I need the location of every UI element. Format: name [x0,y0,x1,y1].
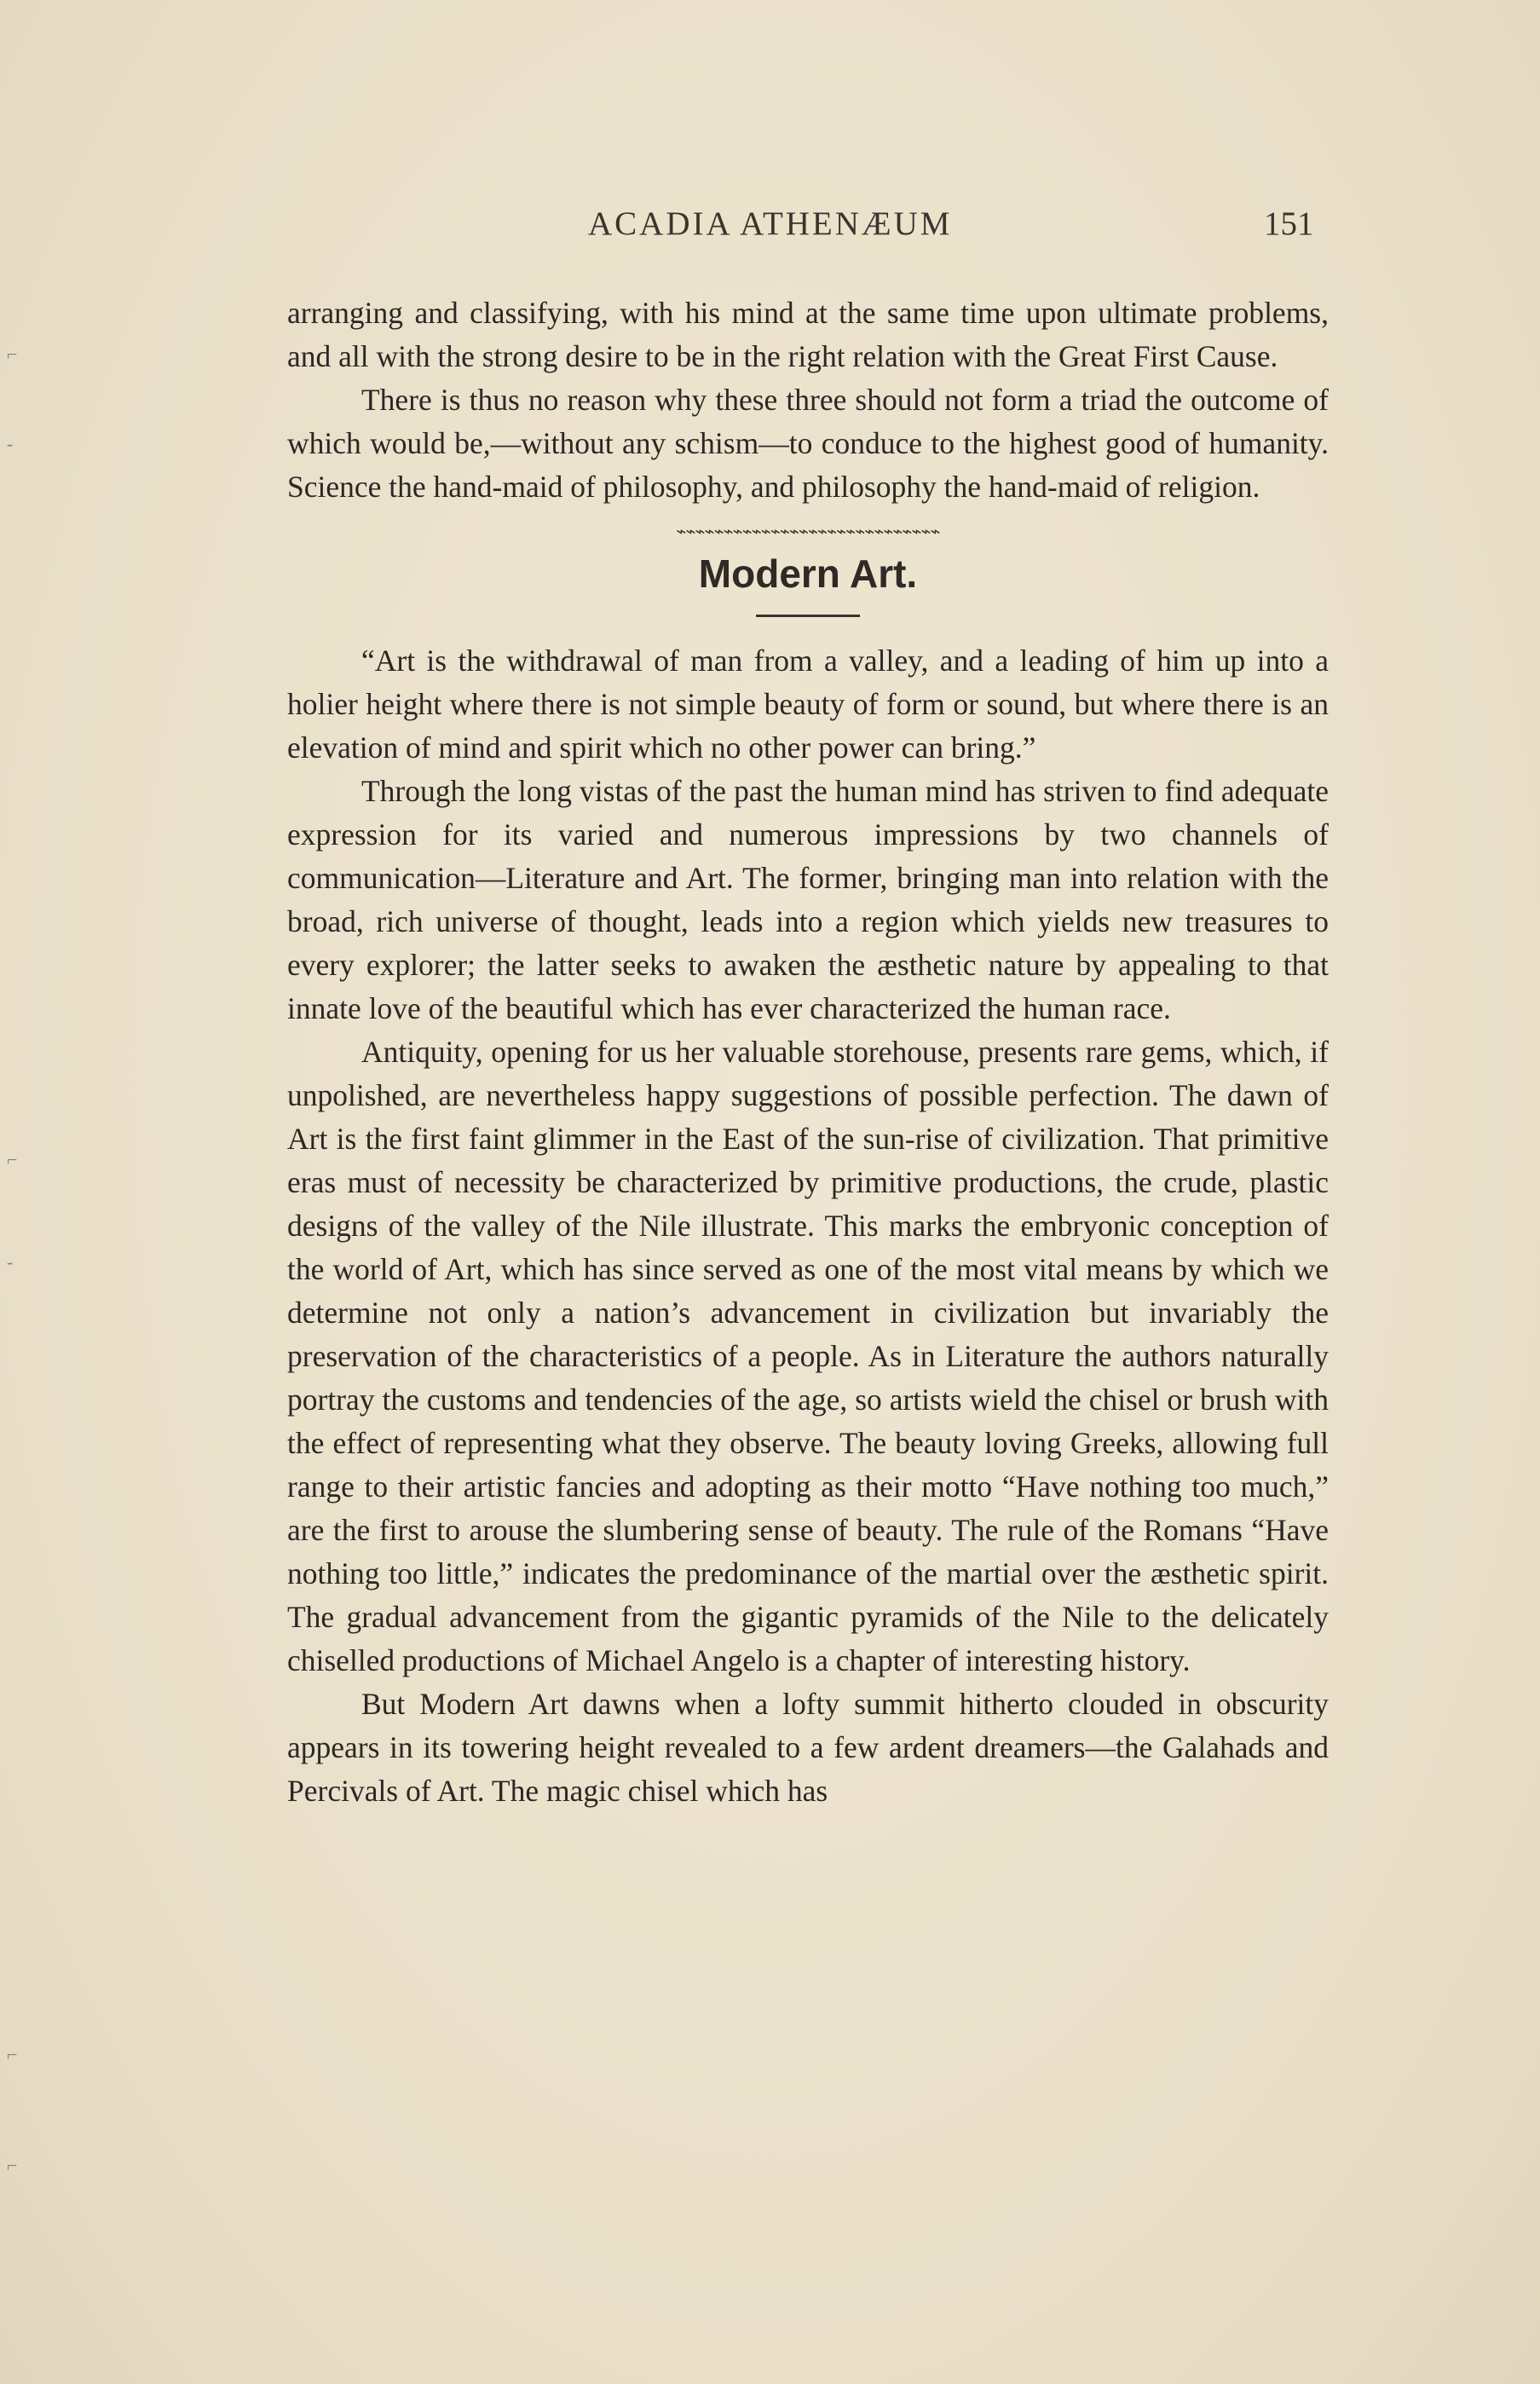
margin-mark: ⌐ [7,343,18,365]
paragraph: arranging and classifying, with his mind at the same time upon ultimate problems, and all with the strong desire to be in the right relation with the Great First Cause. [287,296,1329,373]
title-underline-rule [756,615,860,617]
article-body [287,292,1329,1813]
margin-mark: ⌐ [7,2155,18,2176]
margin-mark: - [7,1251,14,1273]
margin-mark: - [7,433,14,454]
margin-mark: ⌐ [7,1149,18,1170]
running-title: ACADIA ATHENÆUM [588,205,953,242]
section-title: Modern Art. [698,551,918,596]
page-number: 151 [1264,205,1314,242]
paragraph: But Modern Art dawns when a lofty summit hitherto clouded in obscurity appears in its towering height revealed to a few ardent dreamers—the Galahads and Percivals of Art. The magic chisel which has [287,1687,1329,1808]
epigraph-quote: “Art is the withdrawal of man from a valley, and a leading of him up into a holier height where there is not simple beauty of form or sound, but where there is an elevation of mind and spirit which no other power can bring.” [287,644,1329,765]
paragraph: Through the long vistas of the past the human mind has striven to find adequate expression for its varied and numerous impressions by two channels of communication—Literature and Art. The former, bringing man into relation with the broad, rich universe of thought, leads into a region which yields new treasures to every explorer; the latter seeks to awaken the æsthetic nature by appealing to that innate love of the beautiful which has ever characterized the human race. [287,774,1329,1025]
paragraph: Antiquity, opening for us her valuable storehouse, presents rare gems, which, if unpolished, are nevertheless happy suggestions of possible perfection. The dawn of Art is the first faint glimmer in the East of the sun-rise of civilization. That primitive eras must of necessity be characterized by primitive productions, the crude, plastic designs of the valley of the Nile illustrate. This marks the embryonic conception of the world of Art, which has since served as one of the most vital means by which we determine not only a nation’s advancement in civilization but invariably the preservation of the characteristics of a people. As in Literature the authors naturally portray the customs and tendencies of the age, so artists wield the chisel or brush with the effect of representing what they observe. The beauty loving Greeks, allowing full range to their artistic fancies and adopting as their motto “Have nothing too much,” are the first to arouse the slumbering sense of beauty. The rule of the Romans “Have nothing too little,” indicates the predominance of the martial over the æsthetic spirit. The gradual advancement from the gigantic pyramids of the Nile to the delicately chiselled productions of Michael Angelo is a chapter of interesting history. [287,1035,1329,1677]
page-header [0,205,1540,256]
ornamental-divider: ⌁⌁⌁⌁⌁⌁⌁⌁⌁⌁⌁⌁⌁⌁⌁⌁⌁⌁⌁⌁⌁⌁⌁⌁⌁⌁⌁⌁ [676,522,940,541]
paragraph: There is thus no reason why these three should not form a triad the outcome of which would be,—without any schism—to conduce to the highest good of humanity. Science the hand-maid of philosophy, and philosophy the hand-maid of religion. [287,383,1329,504]
margin-mark: ⌐ [7,2044,18,2065]
